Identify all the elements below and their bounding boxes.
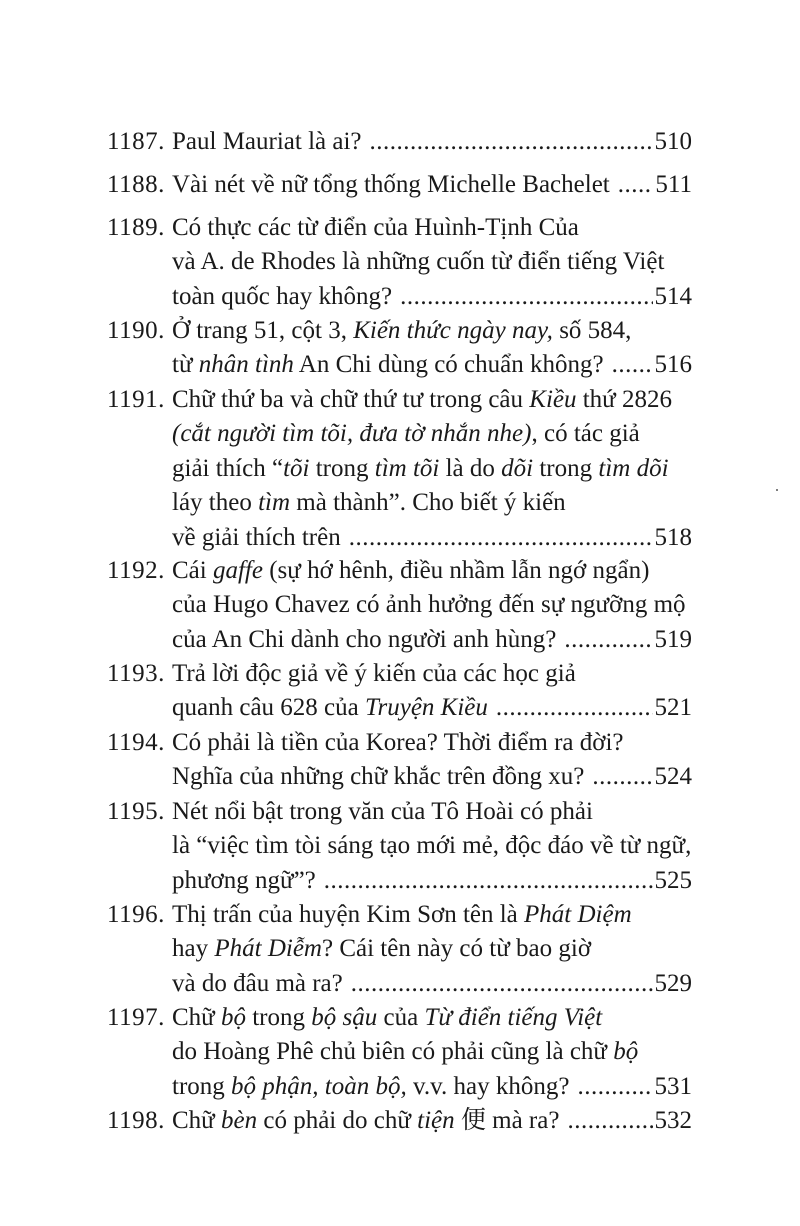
dot-leader	[577, 1072, 652, 1102]
text-segment: , có tác giả	[531, 420, 640, 448]
page-number: 510	[654, 128, 692, 155]
text-segment: của Hugo Chavez có ảnh hưởng đến sự ngưỡng mộ	[172, 591, 686, 619]
page-number: 514	[654, 282, 692, 310]
text-segment: Nghĩa của những chữ khắc trên đồng xu?	[172, 763, 585, 791]
entry-title-line	[172, 350, 692, 380]
entry-title-line	[172, 1072, 692, 1102]
text-segment: Thị trấn của huyện Kim Sơn tên là	[172, 901, 525, 928]
italic-text: bộ phận, toàn bộ,	[231, 1072, 407, 1100]
page-number: 519	[654, 625, 692, 653]
page-number: 525	[654, 866, 692, 894]
entry-title-line	[172, 866, 692, 896]
text-segment: Trả lời độc giả về ý kiến của các học giả	[172, 660, 576, 687]
dot-leader	[400, 282, 652, 312]
entry-title-line	[172, 693, 692, 723]
entry-number: 1196.	[107, 901, 165, 928]
dot-leader	[370, 127, 653, 157]
entry-number: 1192.	[107, 557, 165, 584]
entry-title-line	[172, 797, 692, 827]
entry-number: 1191.	[107, 386, 165, 413]
text-segment: Ở trang 51, cột 3,	[172, 317, 354, 344]
text-segment: phương ngữ”?	[172, 866, 316, 894]
text-segment: ? Cái tên này có từ bao giờ	[321, 935, 592, 963]
entry-title-line	[172, 213, 692, 243]
text-segment: là do	[439, 454, 502, 482]
entry-title-line	[172, 831, 692, 861]
text-segment: về giải thích trên	[172, 523, 341, 551]
italic-text: nhân tình	[198, 351, 294, 379]
text-segment: Có phải là tiền của Korea? Thời điểm ra đời?	[172, 729, 624, 756]
text-segment: thứ 2826	[576, 386, 672, 413]
dot-leader	[351, 969, 653, 999]
text-segment: quanh câu 628 của	[172, 694, 365, 722]
italic-text: bộ	[220, 1004, 246, 1031]
text-segment: từ	[172, 351, 199, 379]
dot-leader	[567, 1106, 652, 1136]
dot-leader	[612, 350, 653, 380]
entry-title-line	[172, 762, 692, 792]
entry-title-line	[172, 590, 692, 620]
text-segment: và A. de Rhodes là những cuốn từ điển tiếng Việt	[172, 248, 665, 276]
italic-text: bộ sậu	[311, 1004, 378, 1031]
text-segment: Có thực các từ điển của Huình-Tịnh Của	[172, 214, 579, 241]
entry-title-line	[172, 454, 692, 484]
entry-number: 1198.	[107, 1107, 165, 1134]
italic-text: Phát Diệm	[524, 901, 632, 928]
italic-text: dõi	[501, 454, 534, 482]
page-number: 521	[654, 694, 692, 722]
italic-text: tiện	[417, 1107, 455, 1134]
dot-leader	[564, 625, 652, 655]
entry-title-line	[172, 419, 692, 449]
page-number: 524	[654, 763, 692, 791]
entry-title-line	[172, 625, 692, 655]
text-segment: toàn quốc hay không?	[172, 282, 393, 310]
page-number: 518	[654, 523, 692, 551]
text-segment: An Chi dùng có chuẩn không?	[293, 351, 604, 379]
dot-leader	[496, 693, 653, 723]
text-segment: Chữ	[172, 1004, 221, 1031]
text-segment: trong	[245, 1004, 312, 1031]
entry-number: 1189.	[107, 214, 165, 241]
text-segment: Chữ	[172, 1107, 221, 1134]
dot-leader	[618, 170, 654, 200]
text-segment: Chữ thứ ba và chữ thứ tư trong câu	[172, 386, 530, 413]
text-segment: giải thích “	[172, 454, 284, 482]
text-segment: hay	[172, 935, 215, 963]
entry-title-line	[172, 659, 692, 689]
text-segment: của	[377, 1004, 425, 1031]
italic-text: Từ điển tiếng Việt	[424, 1004, 603, 1031]
text-segment: có phải do chữ	[257, 1107, 418, 1134]
entry-title-line	[172, 900, 692, 930]
italic-text: Kiều	[529, 386, 577, 413]
italic-text: Phát Diễm	[214, 935, 322, 963]
entry-number: 1193.	[107, 660, 165, 687]
entry-title-line	[172, 728, 692, 758]
entry-title-line	[172, 385, 692, 415]
text-segment: trong	[309, 454, 375, 482]
page-number: 529	[654, 969, 692, 997]
italic-text: gaffe	[212, 557, 263, 584]
entry-number: 1190.	[107, 317, 165, 344]
entry-number: 1195.	[107, 798, 165, 825]
text-segment: (sự hớ hênh, điều nhầm lẫn ngớ ngẩn)	[262, 557, 650, 584]
italic-text: Kiến thức ngày nay,	[353, 317, 553, 344]
text-segment: Paul Mauriat là ai?	[172, 128, 362, 155]
page-number: 516	[654, 351, 692, 379]
text-segment: v.v. hay không?	[406, 1072, 570, 1100]
text-segment: Cái	[172, 557, 213, 584]
entry-title-line	[172, 316, 692, 346]
entry-title-line	[172, 127, 692, 157]
entry-title-line	[172, 282, 692, 312]
entry-title-line	[172, 247, 692, 277]
text-segment: Nét nổi bật trong văn của Tô Hoài có phải	[172, 798, 593, 825]
entry-title-line	[172, 969, 692, 999]
entry-number: 1194.	[107, 729, 165, 756]
entry-title-line	[172, 1003, 692, 1033]
entry-title-line	[172, 934, 692, 964]
italic-text: (cắt người tìm tõi, đưa tờ nhắn nhe)	[172, 420, 532, 448]
italic-text: tìm	[258, 489, 291, 517]
italic-text: tõi	[283, 454, 310, 482]
text-segment: và do đâu mà ra?	[172, 969, 343, 997]
entry-number: 1188.	[107, 171, 165, 198]
text-segment: số 584,	[552, 317, 632, 344]
entry-title-line	[172, 1106, 692, 1136]
italic-text: bộ	[613, 1038, 639, 1066]
italic-text: tìm tõi	[374, 454, 440, 482]
italic-text: tìm dõi	[598, 454, 669, 482]
text-segment: Vài nét về nữ tổng thống Michelle Bachelet	[172, 171, 610, 198]
text-segment: trong	[172, 1072, 232, 1100]
text-segment: do Hoàng Phê chủ biên có phải cũng là chữ	[172, 1038, 614, 1066]
dot-leader	[324, 866, 653, 896]
text-segment: của An Chi dành cho người anh hùng?	[172, 625, 557, 653]
entry-title-line	[172, 556, 692, 586]
text-segment: trong	[533, 454, 599, 482]
entry-number: 1187.	[107, 128, 165, 155]
page-number: 531	[654, 1072, 692, 1100]
entry-title-line	[172, 523, 692, 553]
text-segment: mà thành”. Cho biết ý kiến	[290, 489, 566, 517]
page-number: 532	[654, 1107, 692, 1134]
entry-title-line	[172, 1037, 692, 1067]
italic-text: Truyện Kiều	[364, 694, 488, 722]
entry-title-line	[172, 170, 692, 200]
italic-text: bèn	[220, 1107, 258, 1134]
entry-title-line	[172, 488, 692, 518]
entry-number: 1197.	[107, 1004, 165, 1031]
margin-speck	[776, 489, 778, 491]
text-segment: là “việc tìm tòi sáng tạo mới mẻ, độc đáo về từ ngữ,	[172, 832, 692, 860]
dot-leader	[349, 523, 653, 553]
dot-leader	[592, 762, 652, 792]
text-segment: láy theo	[172, 489, 259, 517]
text-segment: 便 mà ra?	[454, 1107, 560, 1134]
page-number: 511	[655, 171, 692, 198]
